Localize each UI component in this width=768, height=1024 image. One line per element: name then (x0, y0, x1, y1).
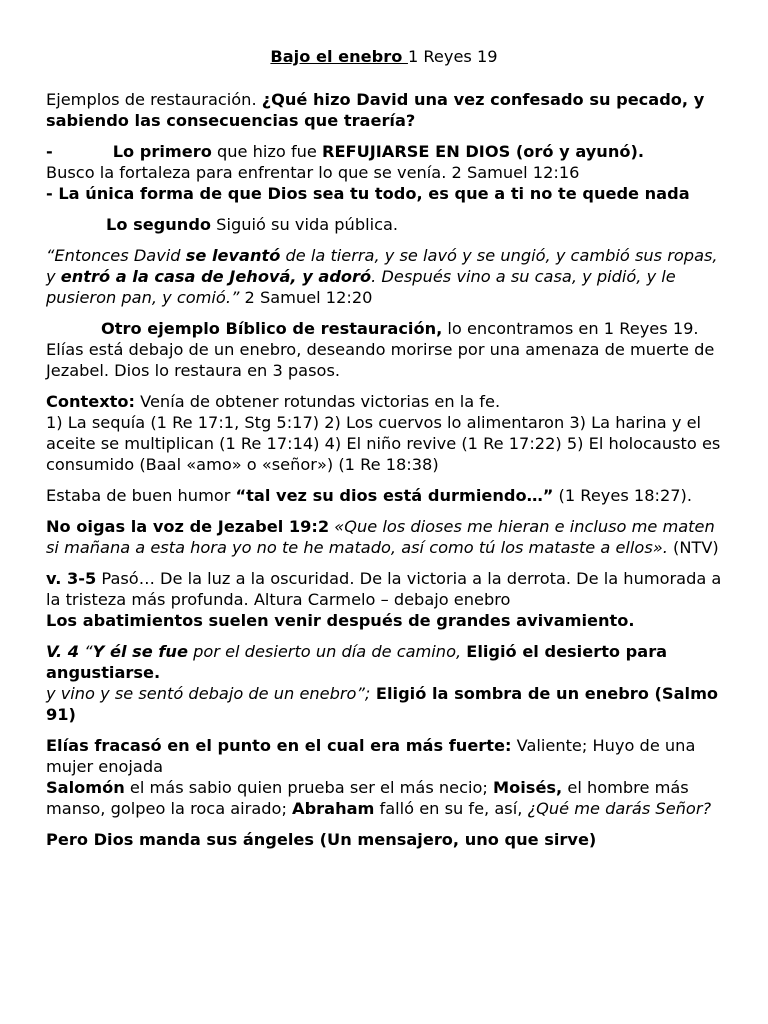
jezebel-quote: «Que los dioses me hieran e incluso me maten si mañana a esta hora yo no te he matado, así como tú los mataste a ellos». (46, 517, 715, 557)
verse4-quote: por el desierto un día de camino, (187, 642, 467, 661)
first-label: Lo primero (112, 142, 212, 161)
quote-part: de la tierra, y se lavó y se ungió, y cambió sus ropas, y (46, 246, 718, 286)
failures-text: el más sabio quien prueba ser el más necio; (124, 778, 494, 797)
failures-text: falló en su fe, así, (374, 799, 528, 818)
context-list: 1) La sequía (1 Re 17:1, Stg 5:17) 2) Los cuervos lo alimentaron 3) La harina y el aceite se multiplican (1 Re 17:14) 4) El niño revive (1 Re 17:22) 5) El holocausto es consumido (Baal «amo» o «señor») (1 Re 18:38) (46, 413, 721, 474)
name-salomon: Salomón (46, 778, 125, 797)
paragraph-angels (46, 829, 722, 850)
first-conclusion: - La única forma de que Dios sea tu todo, es que a ti no te quede nada (46, 184, 690, 203)
verse4-desert: Eligió el desierto para angustiarse. (46, 642, 668, 682)
elijah-text: lo encontramos en 1 Reyes 19. Elías está debajo de un enebro, deseando morirse por una amenaza de muerte de Jezabel. Dios lo restaura en 3 pasos. (46, 319, 715, 380)
humor-reference: (1 Reyes 18:27). (553, 486, 693, 505)
angels-statement: Pero Dios manda sus ángeles (Un mensajero, uno que sirve) (46, 830, 597, 849)
jezebel-heading: No oigas la voz de Jezabel 19:2 (46, 517, 330, 536)
paragraph-second (46, 214, 722, 235)
paragraph-verse-4 (46, 641, 722, 725)
verse4-shade: Eligió la sombra de un enebro (Salmo 91) (46, 684, 719, 724)
paragraph-quote-samuel (46, 245, 722, 308)
paragraph-failures (46, 735, 722, 819)
humor-quote: “tal vez su dios está durmiendo…” (235, 486, 554, 505)
failures-text: el hombre más manso, golpeo la roca airado; (46, 778, 689, 818)
document-title (46, 46, 722, 67)
quote-emphasis: se levantó (185, 246, 281, 265)
paragraph-humor (46, 485, 722, 506)
quote-part: “Entonces David (46, 246, 186, 265)
context-text: Venía de obtener rotundas victorias en la fe. (135, 392, 501, 411)
title-reference: 1 Reyes 19 (407, 47, 498, 66)
paragraph-first (46, 141, 722, 204)
context-label: Contexto: (46, 392, 136, 411)
verses-conclusion: Los abatimientos suelen venir después de grandes avivamiento. (46, 611, 635, 630)
paragraph-jezebel (46, 516, 722, 558)
quote-reference: 2 Samuel 12:20 (239, 288, 373, 307)
verses-label: v. 3-5 (46, 569, 97, 588)
abraham-question: ¿Qué me darás Señor? (527, 799, 712, 818)
second-text: Siguió su vida pública. (211, 215, 399, 234)
first-emphasis: REFUJIARSE EN DIOS (oró y ayunó). (322, 142, 645, 161)
verse4-label: V. 4 (46, 642, 80, 661)
verse4-quote-end: y vino y se sentó debajo de un enebro”; (46, 684, 371, 703)
name-moises: Moisés, (493, 778, 563, 797)
first-text: que hizo fue (211, 142, 323, 161)
verse4-emphasis: Y él se fue (92, 642, 188, 661)
verses-text: Pasó… De la luz a la oscuridad. De la victoria a la derrota. De la humorada a la tristeza más profunda. Altura Carmelo – debajo enebro (46, 569, 722, 609)
quote-part: . Después vino a su casa, y pidió, y le pusieron pan, y comió.” (46, 267, 676, 307)
document-page (46, 46, 722, 860)
list-dash: - (46, 142, 53, 161)
intro-text: Ejemplos de restauración. (46, 90, 262, 109)
verse4-quote-open: “ (79, 642, 93, 661)
first-detail: Busco la fortaleza para enfrentar lo que se venía. 2 Samuel 12:16 (46, 163, 580, 182)
failures-heading: Elías fracasó en el punto en el cual era más fuerte: (46, 736, 512, 755)
failures-text: Valiente; Huyo de una mujer enojada (46, 736, 696, 776)
elijah-heading: Otro ejemplo Bíblico de restauración, (101, 319, 443, 338)
second-label: Lo segundo (106, 215, 212, 234)
paragraph-intro (46, 89, 722, 131)
title-main: Bajo el enebro (270, 47, 408, 66)
jezebel-version: (NTV) (667, 538, 719, 557)
name-abraham: Abraham (292, 799, 375, 818)
paragraph-elijah (46, 318, 722, 381)
intro-question: ¿Qué hizo David una vez confesado su pecado, y sabiendo las consecuencias que traería? (46, 90, 705, 130)
paragraph-context (46, 391, 722, 475)
paragraph-verses-3-5 (46, 568, 722, 631)
humor-text: Estaba de buen humor (46, 486, 236, 505)
quote-emphasis: entró a la casa de Jehová, y adoró (60, 267, 372, 286)
